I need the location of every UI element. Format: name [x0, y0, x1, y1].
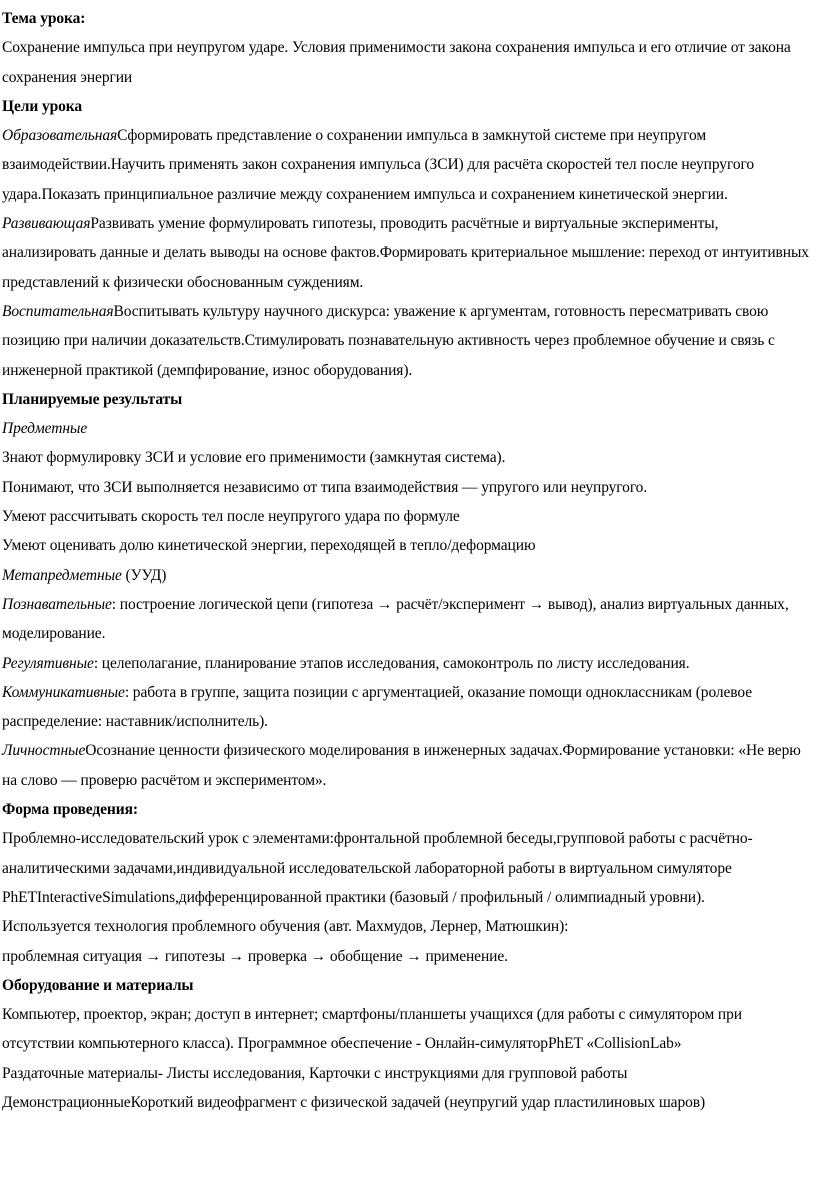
- results-regulatory-text: : целеполагание, планирование этапов исследования, самоконтроль по листу исследования.: [93, 654, 690, 672]
- results-metasubject-label: Метапредметные: [2, 566, 122, 584]
- topic-heading: Тема урока:: [2, 10, 86, 27]
- goal-developing-text: Развивать умение формулировать гипотезы, проводить расчётные и виртуальные эксперименты, анализировать данные и делать выводы на основе фактов.Формировать критериальное мышление: переход от интуитивных представлений к физически обоснованным суждениям.: [2, 215, 809, 291]
- results-metasubject-suffix: (УУД): [121, 566, 167, 584]
- topic-text: Сохранение импульса при неупругом ударе. Условия применимости закона сохранения импульса и его отличие от закона сохранения энергии: [2, 39, 791, 86]
- form-technology: Используется технология проблемного обучения (авт. Махмудов, Лернер, Матюшкин):: [2, 918, 569, 936]
- results-communicative-text: : работа в группе, защита позиции с аргументацией, оказание помощи одноклассникам (ролевое распределение: наставник/исполнитель).: [2, 683, 753, 731]
- equipment-heading: Оборудование и материалы: [2, 976, 194, 994]
- goal-educational-text: Сформировать представление о сохранении импульса в замкнутой системе при неупругом взаимодействии.Научить применять закон сохранения импульса (ЗСИ) для расчёта скоростей тел после неупругого удара.Показать принципиальное различие между сохранением импульса и сохранением кинетической энергии.: [2, 127, 755, 203]
- results-cognitive: [2, 590, 810, 649]
- goal-developing: [2, 209, 810, 297]
- results-personal-label: Личностные: [2, 742, 86, 760]
- results-personal: [2, 736, 810, 795]
- results-regulatory-label: Регулятивные: [2, 654, 94, 672]
- results-subject-item: Умеют рассчитывать скорость тел после неупругого удара по формуле: [2, 508, 460, 526]
- form-heading: Форма проведения:: [2, 801, 138, 819]
- results-cognitive-text: : построение логической цепи (гипотеза → расчёт/эксперимент → вывод), анализ виртуальных данных, моделирование.: [2, 595, 789, 643]
- results-metasubject: [2, 561, 810, 590]
- form-chain: проблемная ситуация → гипотезы → проверка → обобщение → применение.: [2, 947, 508, 965]
- results-heading: Планируемые результаты: [2, 390, 183, 408]
- results-regulatory: [2, 649, 810, 678]
- results-subject-item: Умеют оценивать долю кинетической энергии, переходящей в тепло/деформацию: [2, 537, 536, 555]
- results-subject-item: Знают формулировку ЗСИ и условие его применимости (замкнутая система).: [2, 449, 506, 467]
- results-cognitive-label: Познавательные: [2, 595, 112, 613]
- equipment-handouts: Раздаточные материалы- Листы исследования, Карточки с инструкциями для групповой работы: [2, 1064, 628, 1082]
- goal-educational-label: Образовательная: [2, 127, 118, 145]
- results-communicative-label: Коммуникативные: [2, 683, 125, 701]
- results-communicative: [2, 678, 810, 737]
- results-subject-item: Понимают, что ЗСИ выполняется независимо от типа взаимодействия — упругого или неупругого.: [2, 478, 648, 496]
- results-subject-label: Предметные: [2, 420, 88, 438]
- equipment-text: Компьютер, проектор, экран; доступ в интернет; смартфоны/планшеты учащихся (для работы с симулятором при отсутствии компьютерного класса). Программное обеспечение - Онлайн-симуляторPhET «CollisionLab»: [2, 1006, 742, 1053]
- results-personal-text: Осознание ценности физического моделирования в инженерных задачах.Формирование установки: «Не верю на слово — проверю расчётом и экспериментом».: [2, 742, 801, 789]
- goal-educational: [2, 121, 810, 209]
- goal-developing-label: Развивающая: [2, 215, 91, 233]
- equipment-demo-text: Короткий видеофрагмент с физической задачей (неупругий удар пластилиновых шаров): [130, 1093, 706, 1111]
- goals-heading: Цели урока: [2, 97, 83, 115]
- goal-upbringing: [2, 297, 810, 385]
- goal-upbringing-text: Воспитывать культуру научного дискурса: уважение к аргументам, готовность пересматривать свою позицию при наличии доказательств.Стимулировать познавательную активность через проблемное обучение и связь с инженерной практикой (демпфирование, износ оборудования).: [2, 302, 775, 379]
- goal-upbringing-label: Воспитательная: [2, 302, 114, 320]
- equipment-demo-label: Демонстрационные: [2, 1093, 131, 1111]
- equipment-demo: [2, 1088, 810, 1117]
- form-text: Проблемно-исследовательский урок с элементами:фронтальной проблемной беседы,групповой работы с расчётно-аналитическими задачами,индивидуальной исследовательской лабораторной работы в виртуальном симуляторе PhETInteractiveSimulations,дифференцированной практики (базовый / профильный / олимпиадный уровни).: [2, 830, 753, 906]
